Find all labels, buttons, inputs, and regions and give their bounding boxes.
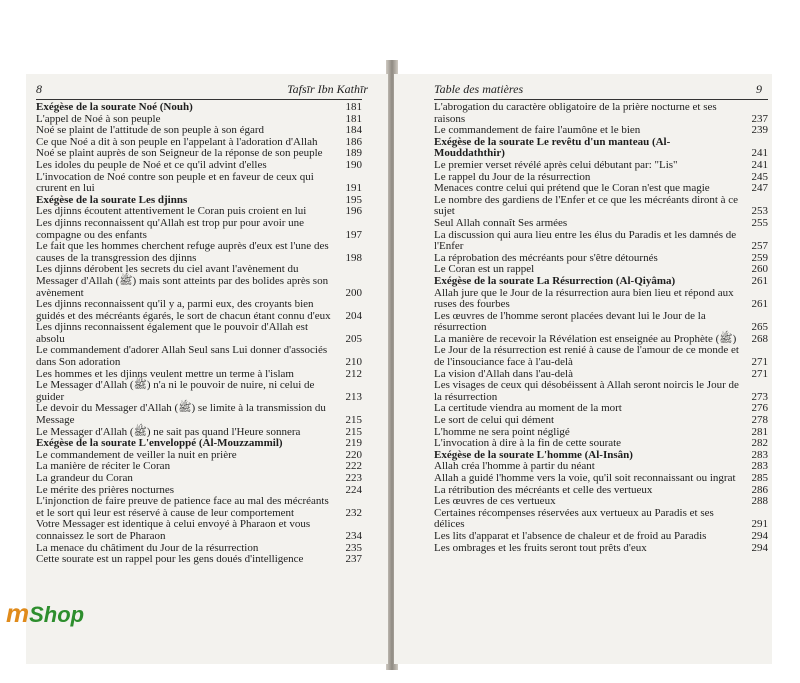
toc-page-number: 247 — [751, 182, 768, 195]
toc-entry-title: Le sort de celui qui dément — [434, 414, 555, 427]
toc-entry-title: La manière de réciter le Coran — [36, 460, 171, 473]
toc-entry-title: La manière de recevoir la Révélation est enseignée au Prophète (ﷺ) — [434, 332, 737, 345]
toc-entry-title: Les djinns reconnaissent également que le pouvoir d'Allah est absolu — [36, 321, 309, 345]
toc-page-number: 223 — [345, 472, 362, 484]
toc-page-number: 245 — [751, 170, 768, 183]
toc-page-number: 224 — [345, 483, 362, 496]
toc-entry — [434, 531, 768, 543]
toc-page-number: 281 — [751, 425, 768, 438]
toc-page-number: 239 — [751, 124, 768, 137]
toc-page-number: 196 — [345, 205, 362, 218]
header-rule — [434, 99, 768, 100]
toc-page-number: 190 — [345, 158, 362, 171]
toc-page-number: 259 — [751, 251, 768, 264]
toc-page-number: 288 — [751, 495, 768, 508]
toc-page-number: 215 — [345, 425, 362, 438]
toc-entry-title: Le mérite des prières nocturnes — [36, 483, 175, 496]
toc-entry-title: Noé se plaint de l'attitude de son peuple à son égard — [36, 124, 265, 137]
toc-entry-title: L'homme ne sera point négligé — [434, 425, 570, 438]
toc-page-number: 197 — [345, 228, 362, 241]
toc-entry-title: Le fait que les hommes cherchent refuge auprès d'eux est l'une des causes de la transgression des djinns — [36, 240, 329, 264]
toc-page-number: 294 — [751, 541, 768, 554]
toc-section-heading — [434, 276, 768, 288]
toc-entry-title: Exégèse de la sourate L'homme (Al-Insân) — [434, 448, 633, 461]
toc-entry — [434, 160, 768, 172]
toc-page-number: 278 — [751, 414, 768, 427]
toc-entry — [36, 554, 362, 566]
toc-entry — [434, 230, 768, 253]
toc-entry-title: Le premier verset révélé après celui débutant par: "Lis" — [434, 158, 678, 171]
toc-page-number: 273 — [751, 390, 768, 403]
toc-page-number: 204 — [345, 309, 362, 322]
toc-page-number: 237 — [345, 553, 362, 566]
toc-entry-title: Les œuvres de ces vertueux — [434, 495, 556, 508]
toc-entry — [36, 496, 362, 519]
toc-entry — [36, 322, 362, 345]
toc-entry — [36, 172, 362, 195]
toc-entry-title: Le nombre des gardiens de l'Enfer et ce que les mécréants diront à ce sujet — [434, 193, 739, 218]
toc-entry — [434, 508, 768, 531]
toc-entry-title: Menaces contre celui qui prétend que le Coran n'est que magie — [434, 182, 710, 195]
toc-entry-title: Cette sourate est un rappel pour les gens doués d'intelligence — [36, 553, 304, 566]
toc-page-number: 255 — [751, 216, 768, 229]
toc-entry-title: Ce que Noé a dit à son peuple en l'appelant à l'adoration d'Allah — [36, 135, 318, 148]
toc-page-number: 261 — [751, 274, 768, 287]
toc-page-number: 253 — [751, 205, 768, 218]
toc-page-number: 282 — [751, 437, 768, 450]
toc-entry — [434, 288, 768, 311]
toc-page-number: 234 — [345, 529, 362, 542]
toc-page-number: 184 — [345, 124, 362, 137]
toc-page-number: 200 — [345, 286, 362, 299]
right-page — [394, 74, 772, 664]
toc-entry — [36, 519, 362, 542]
toc-page-number: 291 — [751, 518, 768, 531]
toc-page-number: 189 — [345, 147, 362, 160]
toc-page-number: 186 — [345, 135, 362, 148]
toc-entry-title: Les lits d'apparat et l'absence de chaleur et de froid au Paradis — [434, 529, 707, 542]
toc-page-number: 294 — [751, 529, 768, 542]
toc-page-number: 195 — [345, 193, 362, 206]
toc-entry-title: La certitude viendra au moment de la mort — [434, 402, 622, 415]
toc-entry-title: Votre Messager est identique à celui envoyé à Pharaon et vous connaissez le sort de Pharaon — [36, 518, 311, 542]
toc-entry-title: Seul Allah connaît Ses armées — [434, 216, 568, 229]
toc-entry — [434, 415, 768, 427]
toc-page-number: 213 — [345, 390, 362, 403]
toc-page-number: 181 — [345, 112, 362, 125]
toc-page-number: 235 — [345, 541, 362, 554]
toc-entry-title: Les ombrages et les fruits seront tout prêts d'eux — [434, 541, 647, 554]
toc-entry — [434, 473, 768, 485]
toc-entry — [36, 241, 362, 264]
left-running-header: Tafsīr Ibn Kathīr — [287, 82, 368, 96]
toc-entry-title: Le commandement de faire l'aumône et le bien — [434, 124, 641, 137]
toc-entry-title: Exégèse de la sourate L'enveloppé (Al-Mouzzammil) — [36, 437, 283, 450]
toc-page-number: 261 — [751, 298, 768, 311]
toc-page-number: 191 — [345, 182, 362, 195]
toc-entry-title: La grandeur du Coran — [36, 472, 133, 484]
toc-entry-title: Le commandement d'adorer Allah Seul sans Lui donner d'associés dans Son adoration — [36, 344, 328, 369]
toc-entry-title: La rétribution des mécréants et celle des vertueux — [434, 483, 653, 496]
toc-entry-title: Les visages de ceux qui désobéissent à Allah seront noircis le Jour de la résurrection — [434, 379, 739, 403]
toc-entry-title: Les œuvres de l'homme seront placées devant lui le Jour de la résurrection — [434, 309, 706, 334]
toc-page-number: 283 — [751, 448, 768, 461]
toc-page-number: 210 — [345, 356, 362, 369]
toc-entry-title: La menace du châtiment du Jour de la résurrection — [36, 541, 259, 554]
toc-entry — [434, 311, 768, 334]
toc-entry-title: Le Coran est un rappel — [434, 263, 535, 276]
toc-entry-title: Le devoir du Messager d'Allah (ﷺ) se limite à la transmission du Message — [36, 402, 326, 427]
toc-page-number: 276 — [751, 402, 768, 415]
toc-entry-title: Les djinns reconnaissent qu'il y a, parmi eux, des croyants bien guidés et des mécréants égarés, le sort de chacun étant connu d'eux — [36, 298, 331, 322]
toc-entry-title: Allah créa l'homme à partir du néant — [434, 460, 595, 473]
toc-entry-title: Exégèse de la sourate Noé (Nouh) — [36, 101, 193, 113]
toc-entry-title: Exégèse de la sourate La Résurrection (Al-Qiyâma) — [434, 274, 676, 287]
toc-entry-title: Les djinns écoutent attentivement le Coran puis croient en lui — [36, 205, 307, 218]
toc-page-number: 271 — [751, 367, 768, 380]
toc-page-number: 222 — [345, 460, 362, 473]
toc-page-number: 265 — [751, 321, 768, 334]
toc-entry-title: Le rappel du Jour de la résurrection — [434, 170, 591, 183]
toc-entry-title: Le Messager d'Allah (ﷺ) n'a ni le pouvoir de nuire, ni celui de guider — [36, 379, 315, 403]
toc-section-heading — [434, 137, 768, 160]
toc-entry-title: La vision d'Allah dans l'au-delà — [434, 367, 573, 380]
toc-entry — [434, 195, 768, 218]
toc-entry — [36, 380, 362, 403]
shop-logo: mShop — [6, 598, 85, 628]
toc-page-number: 271 — [751, 356, 768, 369]
toc-entry-title: Le commandement de veiller la nuit en prière — [36, 448, 237, 461]
right-running-header: Table des matières — [434, 82, 524, 96]
toc-entry-title: L'appel de Noé à son peuple — [36, 112, 161, 125]
toc-entry — [434, 345, 768, 368]
toc-entry-title: Le Jour de la résurrection est renié à cause de l'amour de ce monde et de l'insouciance face à l'au-delà — [434, 344, 739, 369]
left-page-number: 8 — [36, 82, 42, 96]
left-toc — [36, 102, 362, 566]
toc-entry — [36, 218, 362, 241]
toc-page-number: 181 — [345, 101, 362, 113]
toc-entry-title: Les idoles du peuple de Noé et ce qu'il advint d'elles — [36, 158, 267, 171]
toc-page-number: 241 — [751, 147, 768, 160]
toc-page-number: 268 — [751, 332, 768, 345]
toc-entry — [434, 218, 768, 230]
toc-entry — [36, 345, 362, 368]
toc-entry-title: La réprobation des mécréants pour s'être détournés — [434, 251, 658, 264]
toc-page-number: 237 — [751, 112, 768, 125]
toc-page-number: 219 — [345, 437, 362, 450]
header-rule — [36, 99, 362, 100]
toc-entry — [36, 299, 362, 322]
toc-page-number: 285 — [751, 472, 768, 484]
toc-page-number: 215 — [345, 414, 362, 427]
toc-page-number: 241 — [751, 158, 768, 171]
toc-page-number: 220 — [345, 448, 362, 461]
toc-entry-title: Les djinns dérobent les secrets du ciel avant l'avènement du Messager d'Allah (ﷺ) mais sont atteints par des bolides après son avènement — [36, 263, 329, 299]
toc-entry — [36, 264, 362, 299]
toc-page-number: 283 — [751, 460, 768, 473]
toc-entry-title: Noé se plaint auprès de son Seigneur de la réponse de son peuple — [36, 147, 323, 160]
toc-section-heading — [36, 102, 362, 114]
toc-entry — [434, 380, 768, 403]
toc-page-number: 257 — [751, 240, 768, 253]
toc-entry — [434, 102, 768, 125]
toc-entry — [36, 473, 362, 485]
toc-page-number: 205 — [345, 332, 362, 345]
left-page — [26, 74, 388, 664]
toc-entry-title: Allah a guidé l'homme vers la voie, qu'il soit reconnaissant ou ingrat — [434, 472, 736, 484]
toc-entry-title: La discussion qui aura lieu entre les élus du Paradis et les damnés de l'Enfer — [434, 228, 737, 253]
toc-entry-title: Certaines récompenses réservées aux vertueux au Paradis et ses délices — [434, 506, 714, 531]
toc-page-number: 286 — [751, 483, 768, 496]
toc-page-number: 212 — [345, 367, 362, 380]
toc-entry — [434, 543, 768, 555]
toc-entry — [36, 403, 362, 426]
toc-entry-title: L'invocation à dire à la fin de cette sourate — [434, 437, 622, 450]
toc-entry-title: Exégèse de la sourate Le revêtu d'un manteau (Al-Mouddaththir) — [434, 135, 671, 160]
toc-entry-title: L'invocation de Noé contre son peuple et en faveur de ceux qui crurent en lui — [36, 170, 314, 195]
toc-entry-title: Le Messager d'Allah (ﷺ) ne sait pas quand l'Heure sonnera — [36, 425, 301, 438]
toc-entry-title: Les djinns reconnaissent qu'Allah est trop pur pour avoir une compagne ou des enfants — [36, 216, 305, 241]
toc-entry — [36, 160, 362, 172]
toc-entry-title: L'injonction de faire preuve de patience face au mal des mécréants et le sort qui leur est réservé à cause de leur comportement — [36, 495, 329, 519]
toc-page-number: 198 — [345, 251, 362, 264]
toc-page-number: 232 — [345, 506, 362, 519]
toc-entry — [434, 183, 768, 195]
toc-entry-title: L'abrogation du caractère obligatoire de la prière nocturne et ses raisons — [434, 101, 717, 125]
toc-entry-title: Les hommes et les djinns veulent mettre un terme à l'islam — [36, 367, 294, 380]
toc-page-number: 260 — [751, 263, 768, 276]
toc-entry-title: Exégèse de la sourate Les djinns — [36, 193, 188, 206]
right-page-number: 9 — [756, 82, 762, 96]
right-toc — [434, 102, 768, 554]
toc-entry-title: Allah jure que le Jour de la résurrection aura bien lieu et répond aux ruses des fourbes — [434, 286, 734, 311]
